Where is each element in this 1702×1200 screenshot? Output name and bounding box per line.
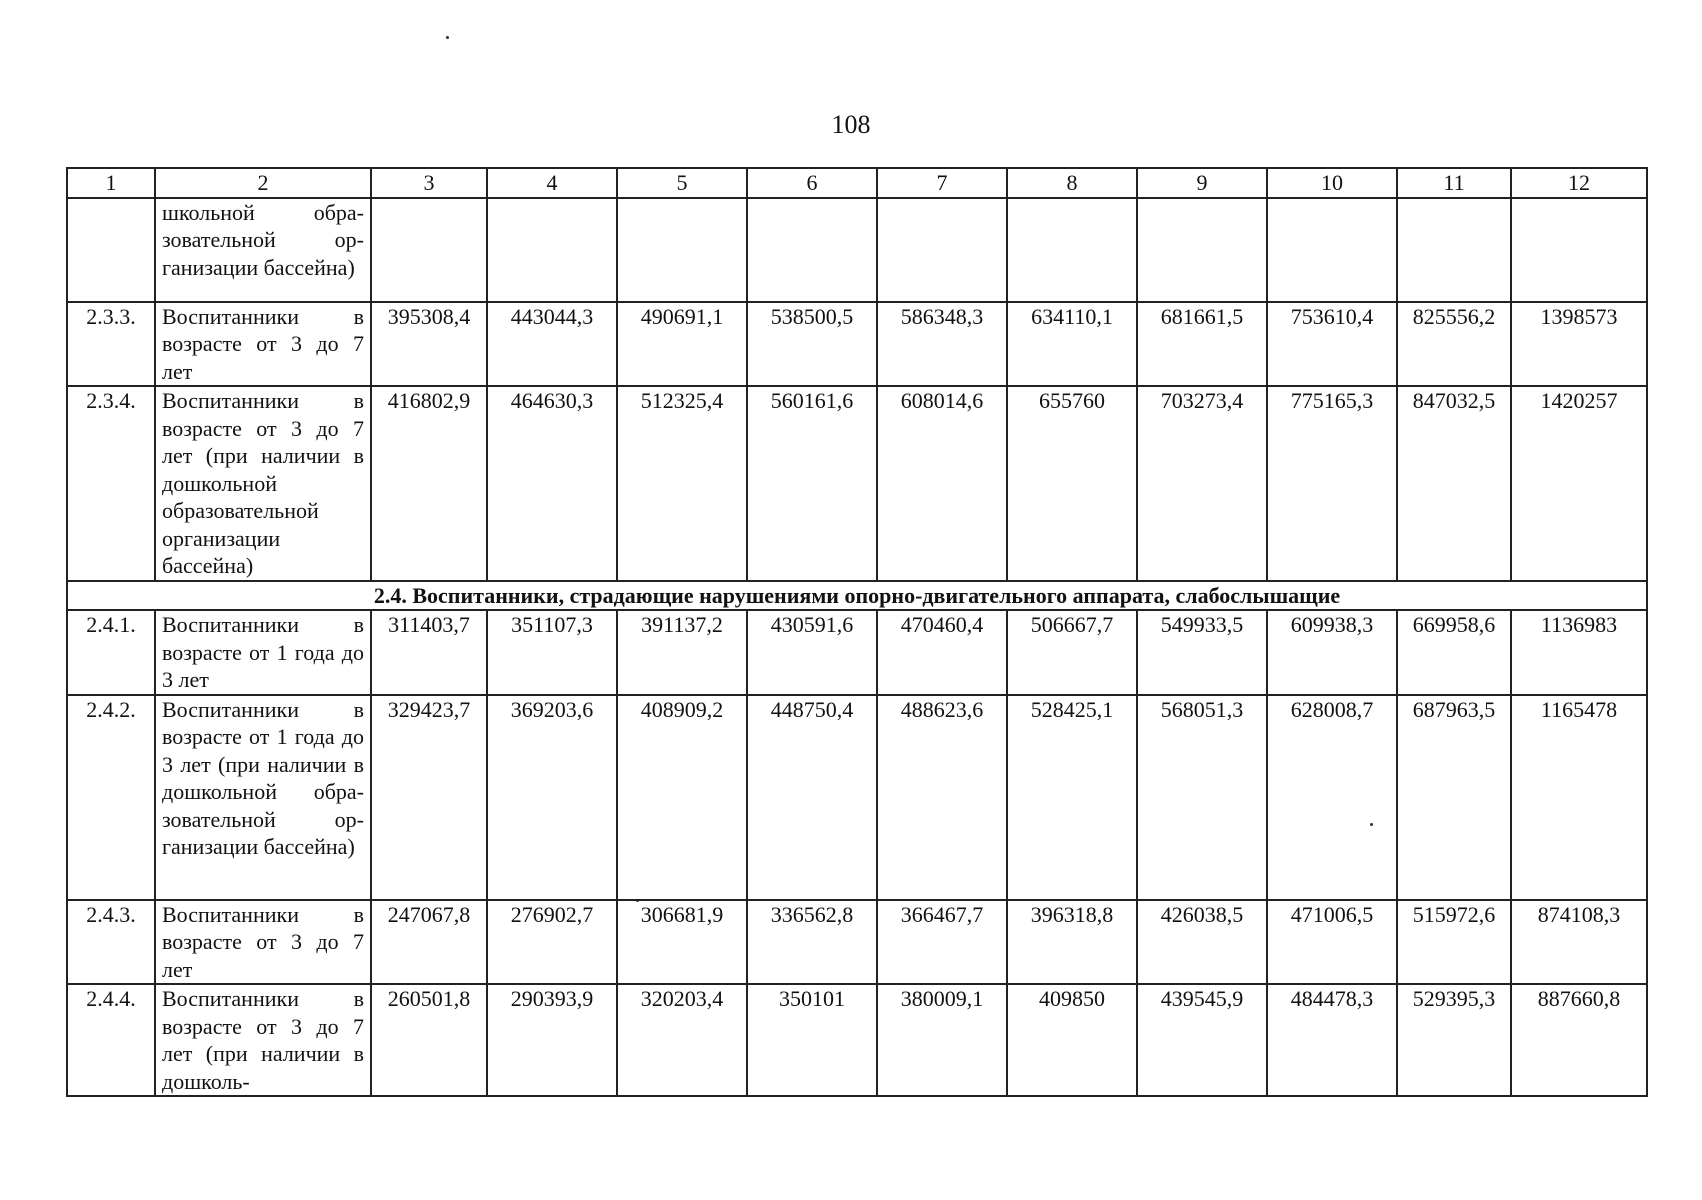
column-header: 4 <box>487 168 617 198</box>
row-description: школьной образовательной организации бассейна) <box>155 198 371 302</box>
value-cell: 687963,5 <box>1397 695 1511 900</box>
row-description: Воспитанники в возрасте от 3 до 7 лет (при наличии в дошкольной образовательной организации бассейна) <box>155 386 371 581</box>
table-row <box>67 198 1647 302</box>
column-header: 1 <box>67 168 155 198</box>
column-header: 3 <box>371 168 487 198</box>
value-cell: 320203,4 <box>617 984 747 1096</box>
value-cell: 276902,7 <box>487 900 617 985</box>
value-cell: 408909,2 <box>617 695 747 900</box>
value-cell: 655760 <box>1007 386 1137 581</box>
value-cell: 753610,4 <box>1267 302 1397 387</box>
value-cell: 426038,5 <box>1137 900 1267 985</box>
value-cell: 416802,9 <box>371 386 487 581</box>
value-cell: 380009,1 <box>877 984 1007 1096</box>
value-cell: 568051,3 <box>1137 695 1267 900</box>
value-cell: 506667,7 <box>1007 610 1137 695</box>
value-cell: 329423,7 <box>371 695 487 900</box>
column-header: 8 <box>1007 168 1137 198</box>
row-description: Воспитанники в возрасте от 3 до 7 лет <box>155 900 371 985</box>
value-cell: 471006,5 <box>1267 900 1397 985</box>
row-number: 2.4.2. <box>67 695 155 900</box>
value-cell: 260501,8 <box>371 984 487 1096</box>
table-row <box>67 900 1647 985</box>
value-cell: 306681,9 <box>617 900 747 985</box>
value-cell: 490691,1 <box>617 302 747 387</box>
value-cell: 395308,4 <box>371 302 487 387</box>
section-heading: 2.4. Воспитанники, страдающие нарушениями опорно-двигательного аппарата, слабослышащие <box>67 581 1647 611</box>
table-row <box>67 386 1647 581</box>
value-cell: 409850 <box>1007 984 1137 1096</box>
value-cell: 528425,1 <box>1007 695 1137 900</box>
value-cell: 290393,9 <box>487 984 617 1096</box>
value-cell: 681661,5 <box>1137 302 1267 387</box>
row-number: 2.3.3. <box>67 302 155 387</box>
value-cell: 391137,2 <box>617 610 747 695</box>
value-cell: 549933,5 <box>1137 610 1267 695</box>
row-number: 2.4.4. <box>67 984 155 1096</box>
value-cell: 1136983 <box>1511 610 1647 695</box>
value-cell <box>747 198 877 302</box>
value-cell <box>1511 198 1647 302</box>
value-cell <box>371 198 487 302</box>
value-cell: 512325,4 <box>617 386 747 581</box>
value-cell: 247067,8 <box>371 900 487 985</box>
value-cell: 443044,3 <box>487 302 617 387</box>
value-cell <box>1397 198 1511 302</box>
value-cell: 336562,8 <box>747 900 877 985</box>
scan-speck <box>446 36 449 39</box>
data-table <box>66 167 1648 1097</box>
row-description: Воспитанники в возрасте от 3 до 7 лет <box>155 302 371 387</box>
value-cell: 586348,3 <box>877 302 1007 387</box>
value-cell: 351107,3 <box>487 610 617 695</box>
table-row <box>67 695 1647 900</box>
value-cell: 1398573 <box>1511 302 1647 387</box>
column-header: 6 <box>747 168 877 198</box>
table-header-row <box>67 168 1647 198</box>
column-header: 7 <box>877 168 1007 198</box>
value-cell: 775165,3 <box>1267 386 1397 581</box>
column-header: 2 <box>155 168 371 198</box>
value-cell: 703273,4 <box>1137 386 1267 581</box>
value-cell: 887660,8 <box>1511 984 1647 1096</box>
value-cell: 825556,2 <box>1397 302 1511 387</box>
table-row <box>67 302 1647 387</box>
value-cell: 529395,3 <box>1397 984 1511 1096</box>
value-cell: 634110,1 <box>1007 302 1137 387</box>
table-row <box>67 610 1647 695</box>
value-cell: 366467,7 <box>877 900 1007 985</box>
row-description: Воспитанники в возрасте от 1 года до 3 лет <box>155 610 371 695</box>
column-header: 12 <box>1511 168 1647 198</box>
row-number: 2.3.4. <box>67 386 155 581</box>
value-cell: 439545,9 <box>1137 984 1267 1096</box>
row-number: 2.4.3. <box>67 900 155 985</box>
value-cell: 874108,3 <box>1511 900 1647 985</box>
value-cell: 560161,6 <box>747 386 877 581</box>
value-cell: 608014,6 <box>877 386 1007 581</box>
row-number: 2.4.1. <box>67 610 155 695</box>
value-cell: 470460,4 <box>877 610 1007 695</box>
table-body <box>67 168 1647 1096</box>
value-cell: 1165478 <box>1511 695 1647 900</box>
value-cell <box>487 198 617 302</box>
row-number <box>67 198 155 302</box>
column-header: 10 <box>1267 168 1397 198</box>
table-row <box>67 984 1647 1096</box>
row-description: Воспитанники в возрасте от 1 года до 3 лет (при наличии в дошкольной образовательной организации бассейна) <box>155 695 371 900</box>
value-cell: 311403,7 <box>371 610 487 695</box>
value-cell <box>1007 198 1137 302</box>
value-cell: 515972,6 <box>1397 900 1511 985</box>
value-cell <box>617 198 747 302</box>
value-cell: 538500,5 <box>747 302 877 387</box>
value-cell: 430591,6 <box>747 610 877 695</box>
value-cell: 1420257 <box>1511 386 1647 581</box>
value-cell: 369203,6 <box>487 695 617 900</box>
value-cell: 847032,5 <box>1397 386 1511 581</box>
section-heading-row <box>67 581 1647 611</box>
row-description: Воспитанники в возрасте от 3 до 7 лет (при наличии в дошколь- <box>155 984 371 1096</box>
value-cell <box>877 198 1007 302</box>
value-cell <box>1137 198 1267 302</box>
value-cell <box>1267 198 1397 302</box>
value-cell: 488623,6 <box>877 695 1007 900</box>
value-cell: 484478,3 <box>1267 984 1397 1096</box>
column-header: 11 <box>1397 168 1511 198</box>
value-cell: 628008,7 <box>1267 695 1397 900</box>
column-header: 5 <box>617 168 747 198</box>
page-number: 108 <box>831 110 871 139</box>
value-cell: 669958,6 <box>1397 610 1511 695</box>
value-cell: 396318,8 <box>1007 900 1137 985</box>
value-cell: 448750,4 <box>747 695 877 900</box>
column-header: 9 <box>1137 168 1267 198</box>
value-cell: 464630,3 <box>487 386 617 581</box>
value-cell: 350101 <box>747 984 877 1096</box>
value-cell: 609938,3 <box>1267 610 1397 695</box>
